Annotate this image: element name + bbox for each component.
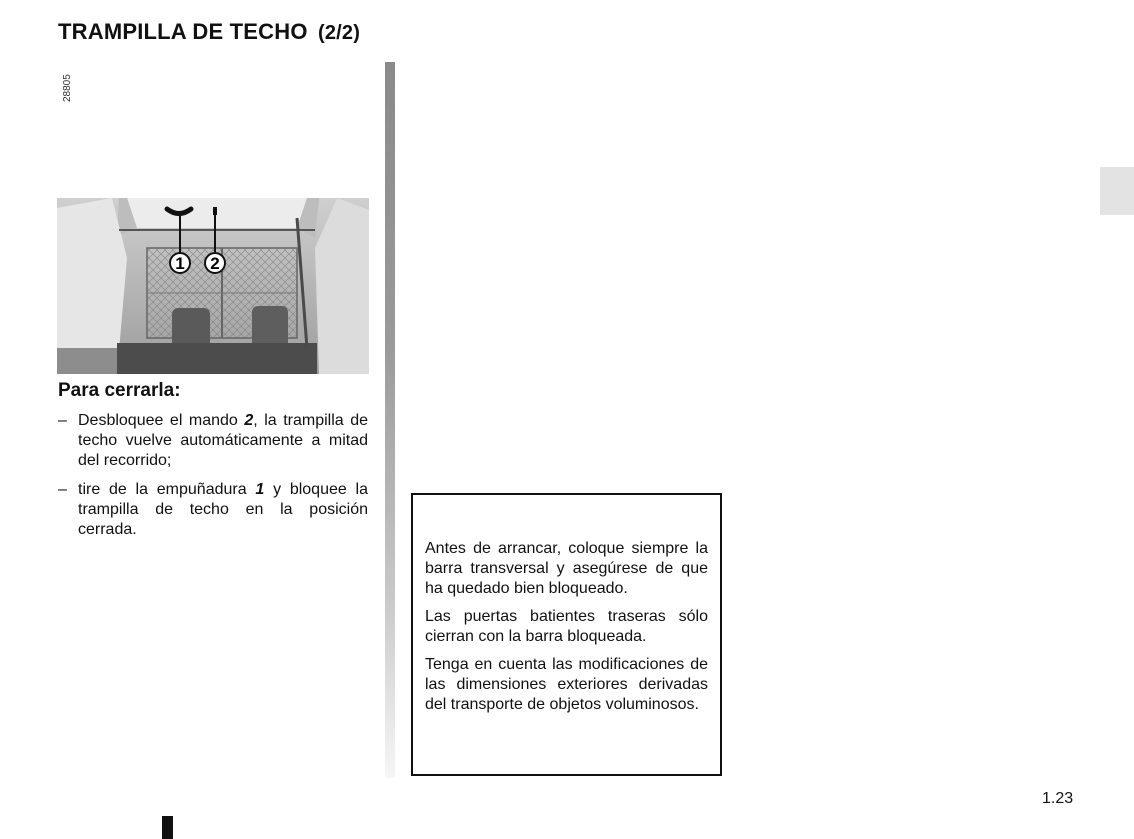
column-divider	[385, 62, 395, 778]
page-title-text: TRAMPILLA DE TECHO	[58, 19, 308, 44]
print-mark	[162, 816, 173, 839]
step-reference: 1	[255, 481, 265, 498]
roof-hatch-photo	[57, 198, 369, 374]
warning-paragraph: Tenga en cuenta las modificaciones de las dimensiones exteriores derivadas del transporte de objetos voluminosos.	[425, 656, 708, 713]
step-reference: 2	[244, 412, 254, 429]
step-text: tire de la empuñadura	[78, 481, 256, 498]
step-dash: –	[58, 412, 67, 429]
photo-reference-number: 28805	[62, 74, 73, 102]
step-item	[58, 480, 368, 540]
step-text: y bloquee la trampilla de techo en la posición cerrada.	[78, 481, 368, 538]
warning-paragraph: Antes de arrancar, coloque siempre la barra transversal y asegúrese de que ha quedado bien bloqueado.	[425, 540, 708, 597]
section-subtitle: Para cerrarla:	[58, 380, 181, 401]
warning-paragraph: Las puertas batientes traseras sólo cierran con la barra bloqueada.	[425, 608, 708, 645]
closing-steps-list	[58, 411, 368, 549]
page-number: 1.23	[1042, 790, 1074, 807]
step-item	[58, 411, 368, 471]
roof-hatch-illustration	[57, 198, 369, 374]
page-title	[58, 19, 360, 45]
section-tab-marker	[1100, 167, 1134, 215]
step-text: Desbloquee el mando	[78, 412, 245, 429]
step-text: , la trampilla de techo vuelve automáticamente a mitad del recorrido;	[78, 412, 369, 469]
page-part-indicator: (2/2)	[317, 22, 361, 44]
step-dash: –	[58, 481, 67, 498]
callout-1: 1	[175, 254, 185, 273]
callout-2: 2	[210, 254, 220, 273]
warning-box	[411, 493, 722, 776]
